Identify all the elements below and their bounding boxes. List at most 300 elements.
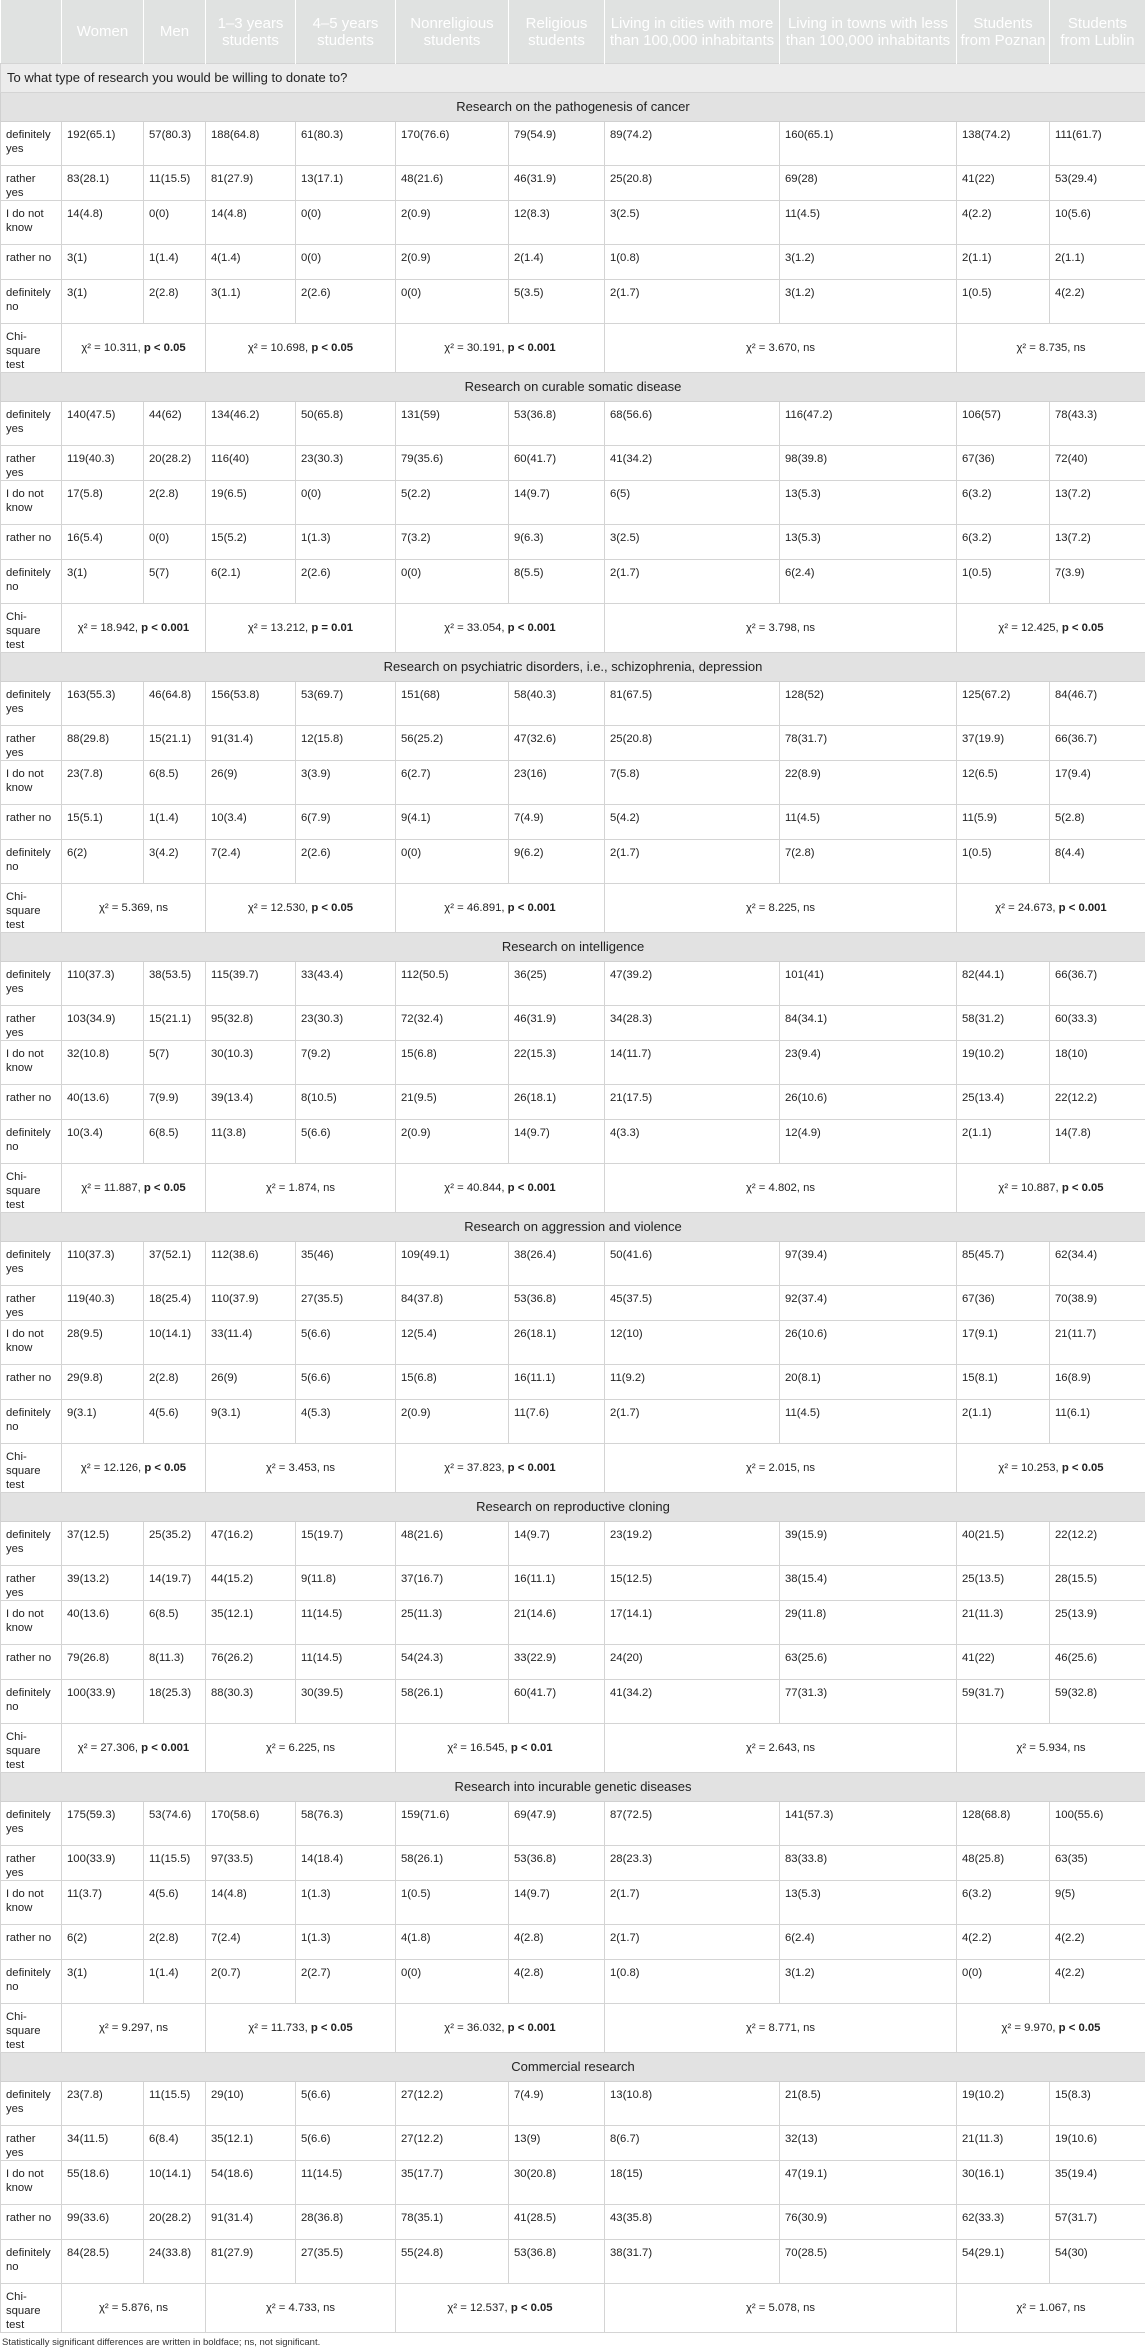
data-cell: 53(36.8) — [509, 402, 605, 446]
chi-square-statistic: χ² = 37.823, — [444, 1462, 507, 1474]
data-cell: 110(37.3) — [62, 1242, 144, 1286]
data-cell: 54(18.6) — [206, 2161, 296, 2205]
row-label: I do not know — [1, 1041, 62, 1085]
column-header: Women — [62, 0, 144, 64]
data-cell: 48(21.6) — [396, 166, 509, 201]
data-cell: 14(19.7) — [144, 1566, 206, 1601]
data-cell: 63(25.6) — [780, 1645, 957, 1680]
data-cell: 4(5.6) — [144, 1400, 206, 1444]
chi-square-result — [957, 1444, 1145, 1493]
p-value: p < 0.05 — [144, 1462, 186, 1474]
chi-square-result — [957, 884, 1145, 933]
chi-square-statistic: χ² = 6.225, — [266, 1742, 323, 1754]
data-cell: 159(71.6) — [396, 1802, 509, 1846]
data-cell: 37(19.9) — [957, 726, 1050, 761]
table-row — [1, 805, 1145, 840]
chi-square-result — [957, 2284, 1145, 2333]
data-cell: 2(1.7) — [605, 1881, 780, 1925]
p-value: p < 0.05 — [1062, 1182, 1104, 1194]
data-cell: 11(7.6) — [509, 1400, 605, 1444]
chi-square-row — [1, 1444, 1145, 1493]
p-value: ns — [803, 2302, 815, 2314]
table-row — [1, 1085, 1145, 1120]
data-cell: 0(0) — [144, 201, 206, 245]
chi-square-statistic: χ² = 2.015, — [746, 1462, 803, 1474]
data-cell: 4(1.4) — [206, 245, 296, 280]
p-value: p < 0.01 — [511, 1742, 553, 1754]
section-title: Research on reproductive cloning — [1, 1493, 1145, 1522]
chi-square-statistic: χ² = 5.078, — [746, 2302, 803, 2314]
chi-square-result — [605, 884, 957, 933]
data-cell: 28(9.5) — [62, 1321, 144, 1365]
data-cell: 23(30.3) — [296, 1006, 396, 1041]
row-label: rather yes — [1, 1006, 62, 1041]
data-cell: 2(1.1) — [957, 1400, 1050, 1444]
data-cell: 0(0) — [396, 840, 509, 884]
data-cell: 76(26.2) — [206, 1645, 296, 1680]
row-label: definitely yes — [1, 682, 62, 726]
data-cell: 170(76.6) — [396, 122, 509, 166]
chi-square-statistic: χ² = 24.673, — [995, 902, 1058, 914]
data-cell: 30(16.1) — [957, 2161, 1050, 2205]
data-cell: 8(5.5) — [509, 560, 605, 604]
chi-square-result — [62, 324, 206, 373]
data-cell: 14(9.7) — [509, 1522, 605, 1566]
data-cell: 97(33.5) — [206, 1846, 296, 1881]
table-footnote: Statistically significant differences are written in boldface; ns, not significant. — [0, 2333, 1145, 2349]
chi-square-statistic: χ² = 8.771, — [746, 2022, 803, 2034]
data-cell: 13(7.2) — [1050, 481, 1145, 525]
row-label: definitely yes — [1, 962, 62, 1006]
p-value: p < 0.05 — [1062, 1462, 1104, 1474]
row-label: I do not know — [1, 481, 62, 525]
row-label: I do not know — [1, 761, 62, 805]
table-row — [1, 446, 1145, 481]
data-cell: 101(41) — [780, 962, 957, 1006]
table-row — [1, 1802, 1145, 1846]
data-cell: 140(47.5) — [62, 402, 144, 446]
data-cell: 119(40.3) — [62, 1286, 144, 1321]
data-cell: 2(1.4) — [509, 245, 605, 280]
data-cell: 30(39.5) — [296, 1680, 396, 1724]
section-title: Research on intelligence — [1, 933, 1145, 962]
data-cell: 2(2.8) — [144, 481, 206, 525]
data-cell: 84(46.7) — [1050, 682, 1145, 726]
data-cell: 2(0.9) — [396, 1120, 509, 1164]
data-cell: 1(1.3) — [296, 525, 396, 560]
data-cell: 21(17.5) — [605, 1085, 780, 1120]
p-value: p < 0.001 — [141, 622, 189, 634]
row-label: definitely yes — [1, 2082, 62, 2126]
table-row — [1, 1680, 1145, 1724]
section-title: Research on aggression and violence — [1, 1213, 1145, 1242]
data-cell: 1(0.8) — [605, 245, 780, 280]
chi-square-statistic: χ² = 30.191, — [444, 342, 507, 354]
data-cell: 40(13.6) — [62, 1085, 144, 1120]
data-cell: 32(10.8) — [62, 1041, 144, 1085]
data-cell: 2(1.7) — [605, 280, 780, 324]
data-cell: 13(9) — [509, 2126, 605, 2161]
data-cell: 21(14.6) — [509, 1601, 605, 1645]
row-label: rather yes — [1, 726, 62, 761]
chi-square-statistic: χ² = 8.225, — [746, 902, 803, 914]
table-row — [1, 1881, 1145, 1925]
data-cell: 89(74.2) — [605, 122, 780, 166]
data-cell: 1(1.3) — [296, 1881, 396, 1925]
data-cell: 46(31.9) — [509, 166, 605, 201]
table-row — [1, 962, 1145, 1006]
p-value: ns — [1074, 2302, 1086, 2314]
chi-square-row — [1, 884, 1145, 933]
data-cell: 13(5.3) — [780, 1881, 957, 1925]
data-cell: 7(2.8) — [780, 840, 957, 884]
chi-square-statistic: χ² = 13.212, — [248, 622, 311, 634]
data-cell: 40(21.5) — [957, 1522, 1050, 1566]
data-cell: 61(80.3) — [296, 122, 396, 166]
data-cell: 54(30) — [1050, 2240, 1145, 2284]
data-cell: 47(16.2) — [206, 1522, 296, 1566]
row-label: I do not know — [1, 201, 62, 245]
data-cell: 5(2.8) — [1050, 805, 1145, 840]
data-cell: 138(74.2) — [957, 122, 1050, 166]
data-cell: 19(6.5) — [206, 481, 296, 525]
data-cell: 6(3.2) — [957, 481, 1050, 525]
data-cell: 58(26.1) — [396, 1846, 509, 1881]
chi-square-statistic: χ² = 36.032, — [444, 2022, 507, 2034]
chi-square-statistic: χ² = 5.369, — [99, 902, 156, 914]
data-cell: 4(2.2) — [957, 1925, 1050, 1960]
data-cell: 11(9.2) — [605, 1365, 780, 1400]
chi-square-label: Chi-square test — [1, 604, 62, 653]
data-cell: 72(32.4) — [396, 1006, 509, 1041]
data-cell: 81(27.9) — [206, 2240, 296, 2284]
p-value: ns — [323, 1462, 335, 1474]
chi-square-label: Chi-square test — [1, 884, 62, 933]
data-cell: 14(4.8) — [62, 201, 144, 245]
section-header-row — [1, 653, 1145, 682]
table-row — [1, 166, 1145, 201]
data-cell: 2(2.6) — [296, 280, 396, 324]
data-cell: 1(1.4) — [144, 805, 206, 840]
chi-square-result — [957, 1164, 1145, 1213]
data-cell: 119(40.3) — [62, 446, 144, 481]
data-cell: 46(25.6) — [1050, 1645, 1145, 1680]
p-value: ns — [803, 1182, 815, 1194]
data-cell: 79(26.8) — [62, 1645, 144, 1680]
data-cell: 37(12.5) — [62, 1522, 144, 1566]
table-row — [1, 1522, 1145, 1566]
data-cell: 54(24.3) — [396, 1645, 509, 1680]
data-cell: 1(1.4) — [144, 1960, 206, 2004]
data-cell: 27(35.5) — [296, 2240, 396, 2284]
data-cell: 0(0) — [296, 201, 396, 245]
p-value: p = 0.01 — [311, 622, 353, 634]
data-cell: 25(13.5) — [957, 1566, 1050, 1601]
chi-square-result — [605, 604, 957, 653]
data-cell: 13(7.2) — [1050, 525, 1145, 560]
data-cell: 95(32.8) — [206, 1006, 296, 1041]
p-value: p < 0.05 — [311, 902, 353, 914]
chi-square-result — [206, 324, 396, 373]
data-cell: 3(1) — [62, 560, 144, 604]
data-cell: 68(56.6) — [605, 402, 780, 446]
table-header-row — [1, 0, 1145, 64]
p-value: p < 0.05 — [1059, 2022, 1101, 2034]
data-cell: 2(2.7) — [296, 1960, 396, 2004]
row-label: I do not know — [1, 1601, 62, 1645]
data-cell: 151(68) — [396, 682, 509, 726]
data-cell: 7(9.2) — [296, 1041, 396, 1085]
data-cell: 11(14.5) — [296, 1645, 396, 1680]
data-cell: 28(15.5) — [1050, 1566, 1145, 1601]
chi-square-statistic: χ² = 3.670, — [746, 342, 803, 354]
data-cell: 106(57) — [957, 402, 1050, 446]
data-cell: 39(13.4) — [206, 1085, 296, 1120]
data-cell: 39(13.2) — [62, 1566, 144, 1601]
data-cell: 6(2.4) — [780, 560, 957, 604]
table-row — [1, 201, 1145, 245]
data-cell: 11(4.5) — [780, 805, 957, 840]
data-cell: 128(52) — [780, 682, 957, 726]
data-cell: 6(2.1) — [206, 560, 296, 604]
data-cell: 70(38.9) — [1050, 1286, 1145, 1321]
data-cell: 14(18.4) — [296, 1846, 396, 1881]
row-label: I do not know — [1, 1881, 62, 1925]
chi-square-statistic: χ² = 4.802, — [746, 1182, 803, 1194]
data-cell: 78(43.3) — [1050, 402, 1145, 446]
data-cell: 83(33.8) — [780, 1846, 957, 1881]
data-cell: 47(39.2) — [605, 962, 780, 1006]
data-cell: 6(8.5) — [144, 1120, 206, 1164]
table-row — [1, 1846, 1145, 1881]
data-cell: 16(5.4) — [62, 525, 144, 560]
data-cell: 37(16.7) — [396, 1566, 509, 1601]
data-cell: 53(36.8) — [509, 1846, 605, 1881]
data-cell: 111(61.7) — [1050, 122, 1145, 166]
chi-square-result — [605, 1164, 957, 1213]
data-cell: 2(1.7) — [605, 560, 780, 604]
data-cell: 18(25.4) — [144, 1286, 206, 1321]
data-cell: 23(19.2) — [605, 1522, 780, 1566]
data-cell: 0(0) — [144, 525, 206, 560]
data-cell: 38(31.7) — [605, 2240, 780, 2284]
column-header — [1, 0, 62, 64]
chi-square-result — [957, 324, 1145, 373]
data-cell: 2(0.9) — [396, 201, 509, 245]
data-cell: 17(9.4) — [1050, 761, 1145, 805]
p-value: p < 0.001 — [1059, 902, 1107, 914]
data-cell: 2(1.7) — [605, 1400, 780, 1444]
row-label: rather no — [1, 525, 62, 560]
data-cell: 4(2.8) — [509, 1925, 605, 1960]
data-cell: 21(11.7) — [1050, 1321, 1145, 1365]
data-cell: 20(28.2) — [144, 2205, 206, 2240]
table-row — [1, 840, 1145, 884]
chi-square-result — [62, 1444, 206, 1493]
data-cell: 9(3.1) — [62, 1400, 144, 1444]
section-title: Research on curable somatic disease — [1, 373, 1145, 402]
chi-square-result — [396, 1724, 605, 1773]
row-label: I do not know — [1, 2161, 62, 2205]
data-cell: 116(40) — [206, 446, 296, 481]
p-value: p < 0.05 — [144, 342, 186, 354]
data-cell: 58(76.3) — [296, 1802, 396, 1846]
data-cell: 125(67.2) — [957, 682, 1050, 726]
data-cell: 128(68.8) — [957, 1802, 1050, 1846]
table-row — [1, 1120, 1145, 1164]
table-row — [1, 1566, 1145, 1601]
data-cell: 15(21.1) — [144, 1006, 206, 1041]
chi-square-row — [1, 1724, 1145, 1773]
p-value: p < 0.001 — [508, 1462, 556, 1474]
data-cell: 53(36.8) — [509, 1286, 605, 1321]
data-cell: 0(0) — [396, 280, 509, 324]
data-cell: 103(34.9) — [62, 1006, 144, 1041]
data-cell: 4(2.2) — [957, 201, 1050, 245]
data-cell: 77(31.3) — [780, 1680, 957, 1724]
data-cell: 100(55.6) — [1050, 1802, 1145, 1846]
data-cell: 5(2.2) — [396, 481, 509, 525]
data-cell: 109(49.1) — [396, 1242, 509, 1286]
row-label: rather yes — [1, 166, 62, 201]
column-header: Students from Poznan — [957, 0, 1050, 64]
column-header: Living in towns with less than 100,000 inhabitants — [780, 0, 957, 64]
data-cell: 21(11.3) — [957, 2126, 1050, 2161]
data-cell: 2(1.1) — [957, 245, 1050, 280]
table-row — [1, 1006, 1145, 1041]
data-cell: 55(24.8) — [396, 2240, 509, 2284]
data-cell: 58(26.1) — [396, 1680, 509, 1724]
chi-square-label: Chi-square test — [1, 1724, 62, 1773]
data-cell: 7(5.8) — [605, 761, 780, 805]
column-header: 1–3 years students — [206, 0, 296, 64]
data-cell: 69(47.9) — [509, 1802, 605, 1846]
section-header-row — [1, 933, 1145, 962]
table-row — [1, 2126, 1145, 2161]
chi-square-result — [206, 1724, 396, 1773]
data-cell: 22(15.3) — [509, 1041, 605, 1085]
data-cell: 78(31.7) — [780, 726, 957, 761]
row-label: definitely no — [1, 1680, 62, 1724]
data-cell: 6(2) — [62, 1925, 144, 1960]
chi-square-statistic: χ² = 4.733, — [266, 2302, 323, 2314]
data-cell: 5(7) — [144, 560, 206, 604]
data-cell: 70(28.5) — [780, 2240, 957, 2284]
chi-square-statistic: χ² = 9.970, — [1002, 2022, 1059, 2034]
data-cell: 3(1.2) — [780, 245, 957, 280]
data-cell: 7(3.9) — [1050, 560, 1145, 604]
data-cell: 9(11.8) — [296, 1566, 396, 1601]
row-label: rather no — [1, 1085, 62, 1120]
data-cell: 110(37.3) — [62, 962, 144, 1006]
data-cell: 12(5.4) — [396, 1321, 509, 1365]
data-cell: 67(36) — [957, 1286, 1050, 1321]
data-cell: 20(8.1) — [780, 1365, 957, 1400]
data-cell: 4(5.3) — [296, 1400, 396, 1444]
row-label: definitely yes — [1, 122, 62, 166]
data-cell: 26(10.6) — [780, 1085, 957, 1120]
data-cell: 41(22) — [957, 1645, 1050, 1680]
column-header: Religious students — [509, 0, 605, 64]
row-label: rather yes — [1, 1286, 62, 1321]
row-label: definitely no — [1, 1120, 62, 1164]
table-row — [1, 2161, 1145, 2205]
p-value: p < 0.05 — [311, 2022, 353, 2034]
data-cell: 192(65.1) — [62, 122, 144, 166]
data-cell: 12(15.8) — [296, 726, 396, 761]
row-label: rather no — [1, 2205, 62, 2240]
column-header: Students from Lublin — [1050, 0, 1145, 64]
section-header-row — [1, 1773, 1145, 1802]
data-cell: 14(4.8) — [206, 201, 296, 245]
data-cell: 1(0.5) — [957, 560, 1050, 604]
table-row — [1, 280, 1145, 324]
table-row — [1, 1645, 1145, 1680]
chi-square-result — [396, 884, 605, 933]
data-cell: 19(10.2) — [957, 2082, 1050, 2126]
data-cell: 25(13.4) — [957, 1085, 1050, 1120]
chi-square-result — [396, 1164, 605, 1213]
table-row — [1, 1400, 1145, 1444]
p-value: ns — [323, 1742, 335, 1754]
data-cell: 4(1.8) — [396, 1925, 509, 1960]
data-cell: 22(12.2) — [1050, 1085, 1145, 1120]
data-cell: 11(15.5) — [144, 1846, 206, 1881]
data-cell: 15(12.5) — [605, 1566, 780, 1601]
data-cell: 100(33.9) — [62, 1846, 144, 1881]
row-label: rather yes — [1, 1566, 62, 1601]
data-cell: 3(1.2) — [780, 1960, 957, 2004]
data-cell: 25(13.9) — [1050, 1601, 1145, 1645]
table-row — [1, 682, 1145, 726]
chi-square-result — [206, 604, 396, 653]
data-cell: 50(65.8) — [296, 402, 396, 446]
chi-square-statistic: χ² = 1.067, — [1016, 2302, 1073, 2314]
chi-square-result — [206, 2284, 396, 2333]
data-cell: 6(8.5) — [144, 1601, 206, 1645]
data-cell: 57(80.3) — [144, 122, 206, 166]
data-cell: 23(7.8) — [62, 2082, 144, 2126]
data-cell: 33(22.9) — [509, 1645, 605, 1680]
p-value: p < 0.05 — [311, 342, 353, 354]
data-cell: 15(5.1) — [62, 805, 144, 840]
table-row — [1, 1365, 1145, 1400]
chi-square-result — [206, 2004, 396, 2053]
chi-square-statistic: χ² = 12.530, — [248, 902, 311, 914]
column-header: Men — [144, 0, 206, 64]
data-cell: 7(2.4) — [206, 840, 296, 884]
data-cell: 81(27.9) — [206, 166, 296, 201]
chi-square-result — [957, 2004, 1145, 2053]
data-cell: 29(11.8) — [780, 1601, 957, 1645]
data-cell: 60(41.7) — [509, 446, 605, 481]
data-cell: 25(11.3) — [396, 1601, 509, 1645]
row-label: I do not know — [1, 1321, 62, 1365]
data-cell: 2(2.8) — [144, 280, 206, 324]
data-cell: 160(65.1) — [780, 122, 957, 166]
chi-square-statistic: χ² = 10.698, — [248, 342, 311, 354]
data-cell: 15(6.8) — [396, 1041, 509, 1085]
data-cell: 34(28.3) — [605, 1006, 780, 1041]
data-cell: 27(35.5) — [296, 1286, 396, 1321]
chi-square-statistic: χ² = 1.874, — [266, 1182, 323, 1194]
data-cell: 98(39.8) — [780, 446, 957, 481]
data-cell: 26(10.6) — [780, 1321, 957, 1365]
data-cell: 112(50.5) — [396, 962, 509, 1006]
data-cell: 9(4.1) — [396, 805, 509, 840]
data-cell: 48(25.8) — [957, 1846, 1050, 1881]
chi-square-statistic: χ² = 11.733, — [248, 2022, 311, 2034]
